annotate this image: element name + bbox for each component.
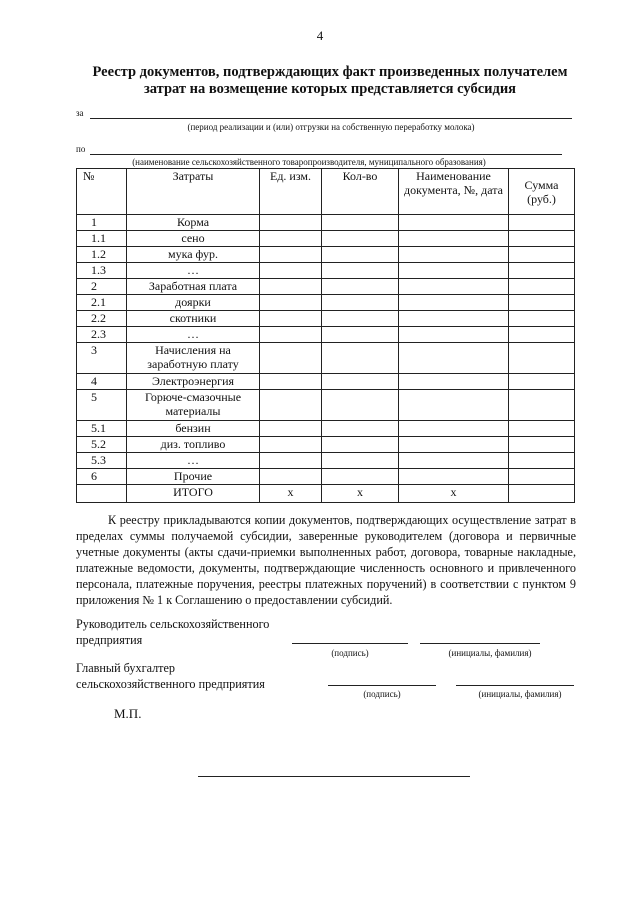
row-doc-cell (399, 469, 509, 485)
row-cost-name: … (127, 327, 260, 343)
table-row (77, 343, 575, 374)
row-number: 1.1 (77, 231, 127, 247)
row-doc-cell (399, 374, 509, 390)
row-unit-cell (260, 247, 322, 263)
row-qty-cell (322, 279, 399, 295)
total-doc: х (399, 485, 509, 503)
row-cost-name: сено (127, 231, 260, 247)
row-doc-cell (399, 453, 509, 469)
row-doc-cell (399, 421, 509, 437)
table-row (77, 469, 575, 485)
row-doc-cell (399, 327, 509, 343)
header-sum: Сумма (руб.) (509, 169, 575, 215)
row-qty-cell (322, 311, 399, 327)
producer-line (90, 154, 562, 155)
row-number: 5.3 (77, 453, 127, 469)
stamp-placeholder: М.П. (114, 706, 142, 721)
row-number: 3 (77, 343, 127, 374)
row-sum-cell (509, 311, 575, 327)
row-sum-cell (509, 231, 575, 247)
row-sum-cell (509, 263, 575, 279)
row-number: 2 (77, 279, 127, 295)
row-unit-cell (260, 215, 322, 231)
row-number: 5 (77, 390, 127, 421)
row-number: 2.1 (77, 295, 127, 311)
row-cost-name: Начисления на заработную плату (127, 343, 260, 374)
row-cost-name: … (127, 453, 260, 469)
row-unit-cell (260, 327, 322, 343)
row-unit-cell (260, 437, 322, 453)
row-number: 1 (77, 215, 127, 231)
footer-line (198, 776, 470, 777)
row-cost-name: Заработная плата (127, 279, 260, 295)
row-number: 2.3 (77, 327, 127, 343)
row-unit-cell (260, 469, 322, 485)
row-number: 2.2 (77, 311, 127, 327)
row-sum-cell (509, 295, 575, 311)
table-row (77, 327, 575, 343)
title-line-1: Реестр документов, подтверждающих факт произведенных получателем (92, 64, 568, 80)
row-doc-cell (399, 231, 509, 247)
producer-hint: (наименование сельскохозяйственного товаропроизводителя, муниципального образования) (132, 157, 486, 167)
row-cost-name: Горюче-смазочные материалы (127, 390, 260, 421)
table-row (77, 279, 575, 295)
cost-registry-table (76, 168, 575, 503)
accountant-label (76, 660, 265, 692)
row-doc-cell (399, 279, 509, 295)
table-header-row (77, 169, 575, 215)
row-qty-cell (322, 437, 399, 453)
row-unit-cell (260, 453, 322, 469)
table-row (77, 295, 575, 311)
row-sum-cell (509, 453, 575, 469)
total-row (77, 485, 575, 503)
row-unit-cell (260, 263, 322, 279)
header-qty: Кол-во (322, 169, 399, 215)
row-qty-cell (322, 421, 399, 437)
row-qty-cell (322, 343, 399, 374)
row-doc-cell (399, 343, 509, 374)
row-doc-cell (399, 295, 509, 311)
row-qty-cell (322, 469, 399, 485)
head-label (76, 616, 269, 648)
row-number: 1.2 (77, 247, 127, 263)
row-qty-cell (322, 231, 399, 247)
table-row (77, 215, 575, 231)
period-hint: (период реализации и (или) отгрузки на собственную переработку молока) (187, 122, 475, 132)
attachment-paragraph-text: К реестру прикладываются копии документов, подтверждающих осуществление затрат в пределах суммы получаемой субсидии, заверенные руководителем (договора и первичные учетные документы (акты сдачи-приемки выполненных работ, договора, товарные накладные, платежные ведомости, документы, подтверждающие численность основного и привлеченного персонала, платежные поручения, реестры платежных поручений) в соответствии с пунктом 9 приложения № 1 к Соглашению о предоставлении субсидий. (76, 513, 576, 607)
row-sum-cell (509, 390, 575, 421)
header-num: № (77, 169, 127, 215)
row-cost-name: … (127, 263, 260, 279)
row-doc-cell (399, 215, 509, 231)
title-line-2: затрат на возмещение которых представляется субсидия (143, 81, 517, 97)
total-label: ИТОГО (127, 485, 260, 503)
row-sum-cell (509, 421, 575, 437)
row-sum-cell (509, 437, 575, 453)
row-number: 5.2 (77, 437, 127, 453)
total-num-cell (77, 485, 127, 503)
row-unit-cell (260, 374, 322, 390)
row-cost-name: Корма (127, 215, 260, 231)
table-row (77, 311, 575, 327)
row-number: 4 (77, 374, 127, 390)
row-sum-cell (509, 247, 575, 263)
header-unit: Ед. изм. (260, 169, 322, 215)
row-sum-cell (509, 279, 575, 295)
head-label-line-2: предприятия (76, 633, 143, 647)
accountant-label-line-1: Главный бухгалтер (76, 661, 176, 675)
row-cost-name: бензин (127, 421, 260, 437)
head-initials-hint: (инициалы, фамилия) (448, 648, 532, 658)
row-sum-cell (509, 327, 575, 343)
table-row (77, 374, 575, 390)
head-label-line-1: Руководитель сельскохозяйственного (76, 617, 270, 631)
table-row (77, 421, 575, 437)
row-qty-cell (322, 453, 399, 469)
row-qty-cell (322, 390, 399, 421)
row-number: 5.1 (77, 421, 127, 437)
total-qty: х (322, 485, 399, 503)
table-row (77, 247, 575, 263)
row-sum-cell (509, 343, 575, 374)
period-line (90, 118, 572, 119)
accountant-signature-line (328, 685, 436, 686)
accountant-initials-line (456, 685, 574, 686)
row-unit-cell (260, 279, 322, 295)
attachment-paragraph (76, 512, 576, 608)
row-sum-cell (509, 215, 575, 231)
accountant-initials-hint: (инициалы, фамилия) (478, 689, 562, 699)
table-row (77, 390, 575, 421)
row-cost-name: Электроэнергия (127, 374, 260, 390)
row-doc-cell (399, 311, 509, 327)
table-row (77, 453, 575, 469)
page-number: 4 (316, 28, 324, 43)
row-doc-cell (399, 247, 509, 263)
row-doc-cell (399, 263, 509, 279)
row-qty-cell (322, 374, 399, 390)
total-sum-cell (509, 485, 575, 503)
row-unit-cell (260, 231, 322, 247)
row-unit-cell (260, 343, 322, 374)
row-unit-cell (260, 421, 322, 437)
row-qty-cell (322, 263, 399, 279)
header-doc: Наименование документа, №, дата (399, 169, 509, 215)
row-qty-cell (322, 247, 399, 263)
accountant-label-line-2: сельскохозяйственного предприятия (76, 677, 265, 691)
row-qty-cell (322, 327, 399, 343)
table-row (77, 263, 575, 279)
head-initials-line (420, 643, 540, 644)
row-unit-cell (260, 295, 322, 311)
accountant-signature-hint: (подпись) (363, 689, 401, 699)
row-sum-cell (509, 469, 575, 485)
row-unit-cell (260, 390, 322, 421)
row-cost-name: доярки (127, 295, 260, 311)
row-sum-cell (509, 374, 575, 390)
head-signature-hint: (подпись) (331, 648, 369, 658)
row-doc-cell (399, 437, 509, 453)
row-cost-name: мука фур. (127, 247, 260, 263)
row-qty-cell (322, 215, 399, 231)
row-unit-cell (260, 311, 322, 327)
row-qty-cell (322, 295, 399, 311)
row-cost-name: диз. топливо (127, 437, 260, 453)
head-signature-line (292, 643, 408, 644)
total-unit: х (260, 485, 322, 503)
table-row (77, 437, 575, 453)
row-cost-name: Прочие (127, 469, 260, 485)
page-title (60, 64, 600, 98)
header-costs: Затраты (127, 169, 260, 215)
table-row (77, 231, 575, 247)
producer-prefix: по (76, 144, 86, 154)
row-number: 6 (77, 469, 127, 485)
row-cost-name: скотники (127, 311, 260, 327)
row-number: 1.3 (77, 263, 127, 279)
period-prefix: за (76, 108, 84, 118)
row-doc-cell (399, 390, 509, 421)
